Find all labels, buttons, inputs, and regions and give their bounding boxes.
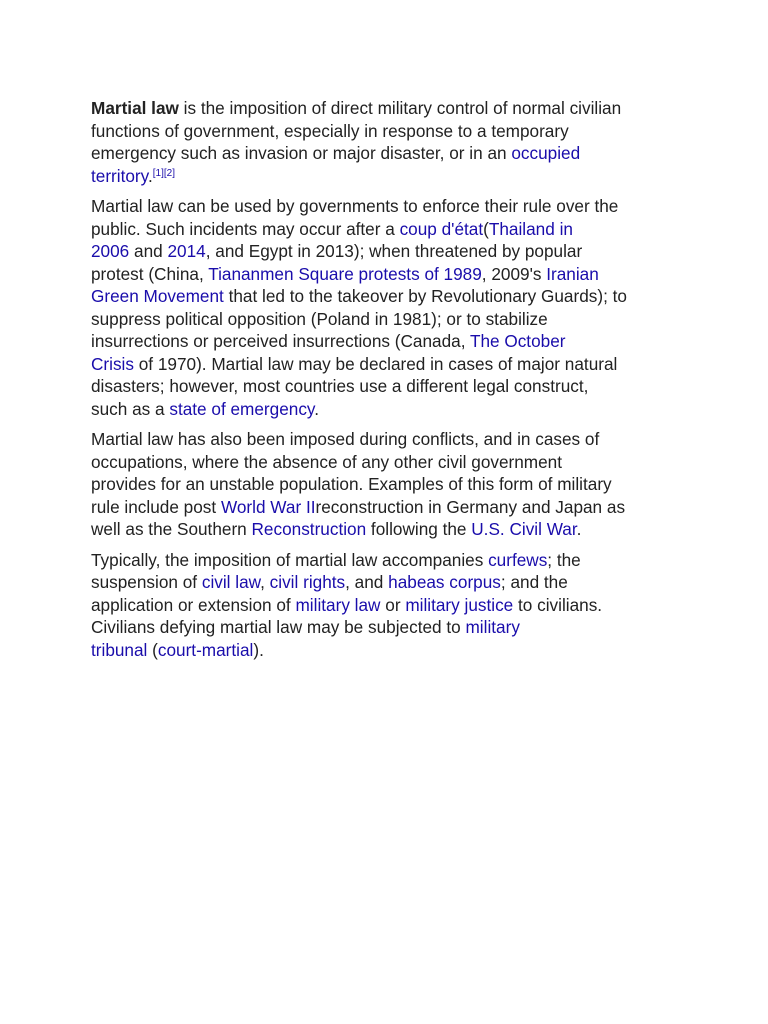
text: , and xyxy=(345,572,389,592)
text: ( xyxy=(147,639,158,660)
link-thailand-2006[interactable]: Thailand in xyxy=(488,218,573,239)
text: to civilians. xyxy=(513,594,603,615)
link-october-crisis[interactable]: Crisis xyxy=(91,353,134,374)
text: emergency such as invasion or major disaster, or in an xyxy=(91,143,512,163)
line xyxy=(91,616,691,639)
text: , and Egypt in 2013); when threatened by popular xyxy=(205,241,583,261)
text: suspension of xyxy=(91,572,202,592)
text: well as the Southern xyxy=(91,519,252,539)
text: ; the xyxy=(547,549,581,570)
text: Typically, the imposition of martial law accompanies xyxy=(91,549,489,570)
link-iranian-green-movement[interactable]: Green Movement xyxy=(91,286,224,306)
text: rule include post xyxy=(91,496,221,517)
text: , xyxy=(260,572,270,592)
paragraph-conflicts xyxy=(91,428,691,541)
link-civil-rights[interactable]: civil rights xyxy=(269,572,346,592)
line xyxy=(91,97,691,120)
text: functions of government, especially in response to a temporary xyxy=(91,120,569,141)
text: that led to the takeover by Revolutionary Guards); to xyxy=(223,286,627,306)
line xyxy=(91,473,691,496)
line xyxy=(91,496,691,519)
line xyxy=(91,120,691,143)
citation-link-1[interactable]: [1] xyxy=(152,167,164,179)
text: protest (China, xyxy=(91,263,209,284)
link-state-of-emergency[interactable]: state of emergency xyxy=(169,398,315,419)
text: suppress political opposition (Poland in 1981); or to stabilize xyxy=(91,308,548,329)
line xyxy=(91,330,691,353)
link-court-martial[interactable]: court-martial xyxy=(157,639,254,660)
link-coup-detat[interactable]: coup d'état xyxy=(399,218,484,239)
paragraph-effects xyxy=(91,549,691,662)
text: . xyxy=(147,165,153,186)
link-civil-law[interactable]: civil law xyxy=(201,572,261,592)
link-october-crisis[interactable]: The October xyxy=(469,331,566,351)
text: , 2009's xyxy=(481,263,547,284)
article-body xyxy=(91,97,691,669)
paragraph-intro xyxy=(91,97,691,187)
line xyxy=(91,428,691,451)
text: and xyxy=(129,241,168,261)
link-thailand-2006[interactable]: 2006 xyxy=(91,241,130,261)
text: reconstruction in Germany and Japan as xyxy=(315,496,626,517)
line xyxy=(91,639,691,662)
article-term: Martial law xyxy=(91,98,179,118)
text: ( xyxy=(483,218,489,239)
citation-link-2[interactable]: [2] xyxy=(163,167,176,179)
link-iranian-green-movement[interactable]: Iranian xyxy=(546,263,599,284)
text: ; and the xyxy=(500,572,568,592)
link-reconstruction[interactable]: Reconstruction xyxy=(251,519,367,539)
line xyxy=(91,195,691,218)
line xyxy=(91,165,691,188)
text: Civilians defying martial law may be subjected to xyxy=(91,617,466,637)
line xyxy=(91,571,691,594)
text: insurrections or perceived insurrections (Canada, xyxy=(91,331,470,351)
line xyxy=(91,142,691,165)
link-occupied-territory[interactable]: occupied xyxy=(511,143,581,163)
link-occupied-territory[interactable]: territory xyxy=(91,165,148,186)
link-world-war-ii[interactable]: World War II xyxy=(220,496,316,517)
text: is the imposition of direct military control of normal civilian xyxy=(178,98,622,118)
link-military-law[interactable]: military law xyxy=(295,594,381,615)
link-us-civil-war[interactable]: U.S. Civil War xyxy=(471,519,577,539)
text: . xyxy=(314,398,320,419)
text: of 1970). Martial law may be declared in cases of major natural xyxy=(133,353,618,374)
text: such as a xyxy=(91,398,170,419)
text: disasters; however, most countries use a different legal construct, xyxy=(91,376,589,396)
line xyxy=(91,240,691,263)
line xyxy=(91,451,691,474)
text: or xyxy=(380,594,406,615)
link-habeas-corpus[interactable]: habeas corpus xyxy=(388,572,501,592)
line xyxy=(91,218,691,241)
text: following the xyxy=(366,519,472,539)
line xyxy=(91,308,691,331)
text: public. Such incidents may occur after a xyxy=(91,218,400,239)
paragraph-usage xyxy=(91,195,691,420)
line xyxy=(91,263,691,286)
text: Martial law can be used by governments to enforce their rule over the xyxy=(91,196,619,216)
text: application or extension of xyxy=(91,594,296,615)
link-tiananmen-protests[interactable]: Tiananmen Square protests of 1989 xyxy=(208,263,482,284)
text: occupations, where the absence of any other civil government xyxy=(91,451,563,472)
line xyxy=(91,398,691,421)
line xyxy=(91,594,691,617)
text: provides for an unstable population. Examples of this form of military xyxy=(91,474,612,494)
line xyxy=(91,549,691,572)
link-curfews[interactable]: curfews xyxy=(488,549,548,570)
link-military-justice[interactable]: military justice xyxy=(405,594,514,615)
line xyxy=(91,353,691,376)
link-military-tribunal[interactable]: tribunal xyxy=(91,639,148,660)
text: ). xyxy=(253,639,264,660)
text: Martial law has also been imposed during conflicts, and in cases of xyxy=(91,429,600,449)
line xyxy=(91,375,691,398)
line xyxy=(91,518,691,541)
text: . xyxy=(576,519,582,539)
link-2014[interactable]: 2014 xyxy=(167,241,206,261)
link-military-tribunal[interactable]: military xyxy=(465,617,520,637)
line xyxy=(91,285,691,308)
